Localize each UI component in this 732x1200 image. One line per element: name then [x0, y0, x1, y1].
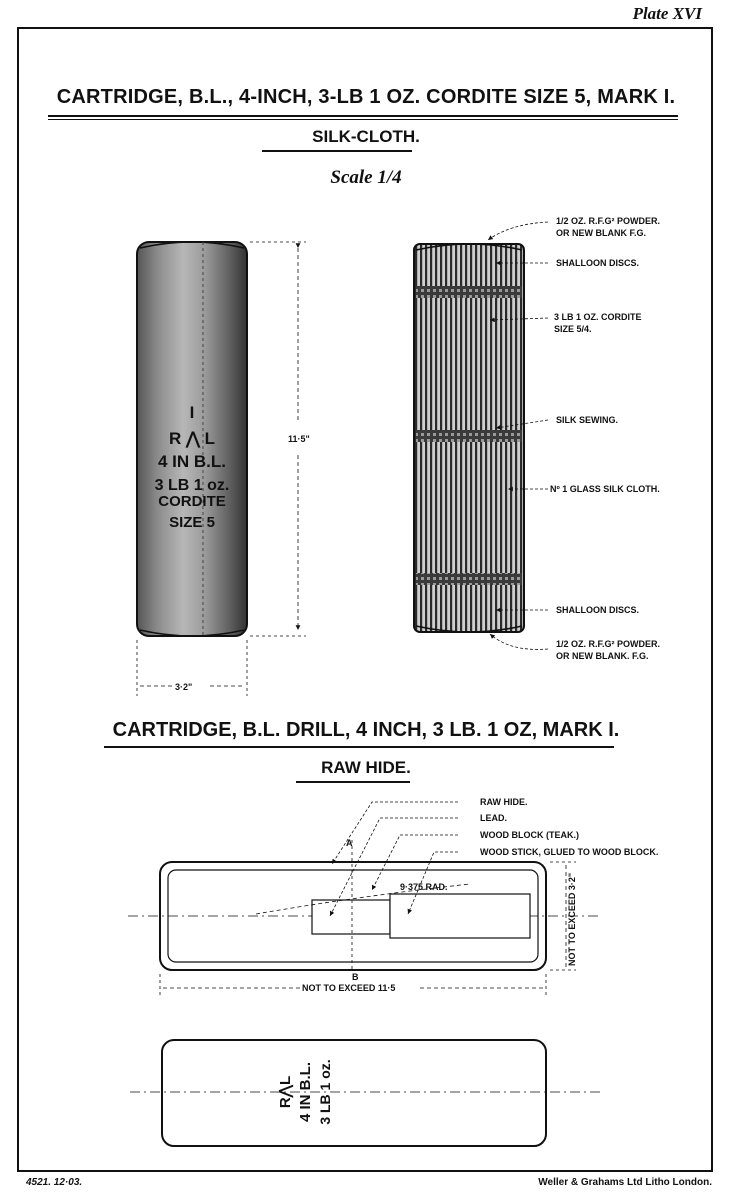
marking-line-3: 4 IN B.L.	[157, 452, 227, 471]
callout-wood-stick: WOOD STICK, GLUED TO WOOD BLOCK.	[480, 847, 659, 857]
drill-subtitle-raw-hide: RAW HIDE.	[321, 758, 411, 777]
callout-cordite: 3 LB 1 OZ. CORDITE	[554, 312, 642, 322]
drill-callouts	[480, 797, 658, 857]
marking-line-2: R ⋀ L	[168, 429, 216, 448]
marking-line-4: 3 LB 1 oz.	[154, 477, 230, 494]
callout-blank-top: OR NEW BLANK F.G.	[556, 228, 646, 238]
cartridge-external-view	[137, 242, 310, 696]
callout-shalloon-bottom: SHALLOON DISCS.	[556, 605, 640, 615]
drill-length-dimension: NOT TO EXCEED 11·5	[302, 983, 396, 993]
section-callouts	[550, 216, 660, 661]
callout-glass-silk-cloth: Nº 1 GLASS SILK CLOTH.	[550, 484, 660, 494]
main-title: CARTRIDGE, B.L., 4-INCH, 3-LB 1 OZ. CORDITE SIZE 5, MARK I.	[56, 86, 676, 108]
drill-marking-line-3: 3 LB 1 oz.	[317, 1059, 333, 1125]
callout-silk-sewing: SILK SEWING.	[556, 415, 619, 425]
height-dimension: 11·5"	[288, 434, 310, 444]
lead-insert	[312, 900, 390, 934]
scale-label: Scale 1/4	[330, 167, 402, 188]
drill-cartridge-section	[128, 838, 600, 982]
shalloon-disc-lower	[416, 573, 522, 585]
radius-label: 9·375 RAD.	[400, 882, 448, 892]
marking-line-5: CORDITE	[158, 493, 226, 510]
marking-line-1: I	[189, 403, 195, 422]
callout-powder-top: 1/2 OZ. R.F.G² POWDER.	[556, 216, 661, 226]
drill-diameter-dimension: NOT TO EXCEED 3·2"	[567, 872, 577, 966]
printer-credit: Weller & Grahams Ltd Litho London.	[538, 1177, 712, 1188]
drill-cartridge-external	[130, 1040, 600, 1146]
cartridge-section-view	[414, 244, 524, 632]
wood-block	[390, 894, 530, 938]
callout-wood-block: WOOD BLOCK (TEAK.)	[480, 830, 579, 840]
callout-powder-bottom: 1/2 OZ. R.F.G² POWDER.	[556, 639, 661, 649]
callout-blank-bottom: OR NEW BLANK. F.G.	[556, 651, 649, 661]
callout-raw-hide: RAW HIDE.	[480, 797, 528, 807]
width-dimension: 3·2"	[175, 682, 193, 692]
plate-number: Plate XVI	[632, 4, 702, 23]
silk-sewing-band	[416, 430, 522, 442]
callout-shalloon-top: SHALLOON DISCS.	[556, 258, 640, 268]
callout-cordite-size: SIZE 5/4.	[554, 324, 592, 334]
drill-body	[162, 1040, 546, 1146]
print-reference: 4521. 12·03.	[26, 1177, 83, 1188]
drill-marking-line-2: 4 IN B.L.	[297, 1061, 314, 1123]
shalloon-disc-upper	[416, 286, 522, 298]
drill-title: CARTRIDGE, B.L. DRILL, 4 INCH, 3 LB. 1 OZ, MARK I.	[112, 719, 620, 741]
marking-line-6: SIZE 5	[169, 514, 215, 531]
point-b: B	[352, 972, 359, 982]
point-a: A	[346, 838, 353, 848]
drill-marking-line-1: R⋀L	[277, 1075, 294, 1109]
callout-lead: LEAD.	[480, 813, 507, 823]
subtitle-silk-cloth: SILK-CLOTH.	[312, 127, 420, 146]
